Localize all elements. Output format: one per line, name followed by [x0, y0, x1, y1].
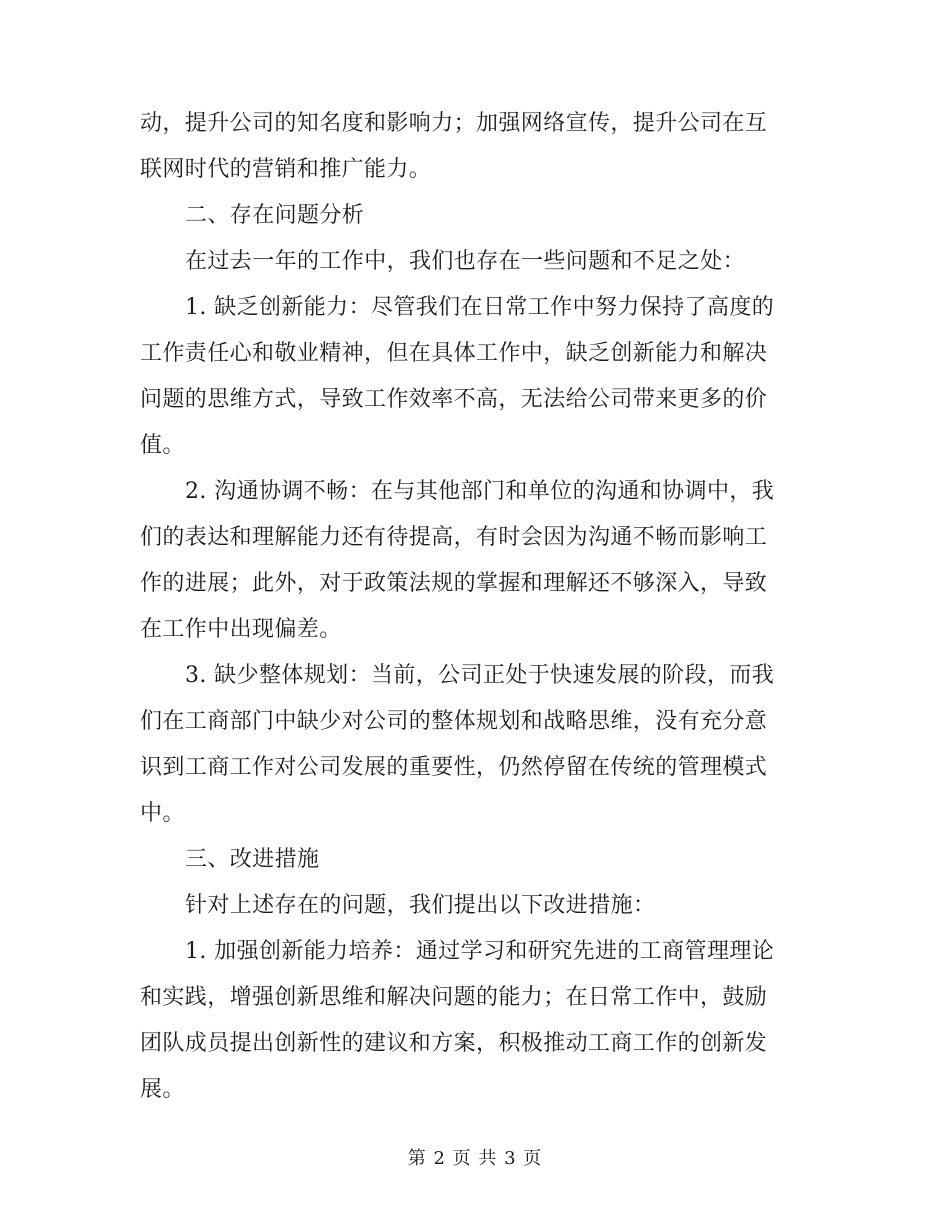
paragraph-line: 工作责任心和敬业精神，但在具体工作中，缺乏创新能力和解决	[140, 341, 768, 366]
paragraph-line: 动，提升公司的知名度和影响力；加强网络宣传，提升公司在互	[140, 111, 768, 136]
paragraph-line: 们在工商部门中缺少对公司的整体规划和战略思维，没有充分意	[140, 709, 768, 734]
list-item-line: 3. 缺少整体规划：当前，公司正处于快速发展的阶段，而我	[185, 663, 775, 688]
paragraph-line: 们的表达和理解能力还有待提高，有时会因为沟通不畅而影响工	[140, 525, 768, 550]
page-number-footer: 第 2 页 共 3 页	[407, 1148, 543, 1169]
paragraph-line: 在过去一年的工作中，我们也存在一些问题和不足之处：	[185, 249, 746, 274]
paragraph-line: 中。	[140, 801, 185, 826]
paragraph-line: 团队成员提出创新性的建议和方案，积极推动工商工作的创新发	[140, 1031, 768, 1056]
paragraph-line: 在工作中出现偏差。	[140, 617, 342, 642]
paragraph-line: 和实践，增强创新思维和解决问题的能力；在日常工作中，鼓励	[140, 985, 768, 1010]
document-body	[140, 101, 812, 1113]
paragraph-line: 问题的思维方式，导致工作效率不高，无法给公司带来更多的价	[140, 387, 768, 412]
section-heading: 二、存在问题分析	[185, 203, 365, 228]
section-heading: 三、改进措施	[185, 847, 320, 872]
paragraph-line: 值。	[140, 433, 185, 458]
list-item-line: 1. 缺乏创新能力：尽管我们在日常工作中努力保持了高度的	[185, 295, 775, 320]
paragraph-line: 作的进展；此外，对于政策法规的掌握和理解还不够深入，导致	[140, 571, 768, 596]
paragraph-line: 识到工商工作对公司发展的重要性，仍然停留在传统的管理模式	[140, 755, 768, 780]
list-item-line: 2. 沟通协调不畅：在与其他部门和单位的沟通和协调中，我	[185, 479, 775, 504]
list-item-line: 1. 加强创新能力培养：通过学习和研究先进的工商管理理论	[185, 939, 775, 964]
paragraph-line: 展。	[140, 1077, 185, 1102]
paragraph-line: 针对上述存在的问题，我们提出以下改进措施：	[185, 893, 656, 918]
paragraph-line: 联网时代的营销和推广能力。	[140, 157, 432, 182]
